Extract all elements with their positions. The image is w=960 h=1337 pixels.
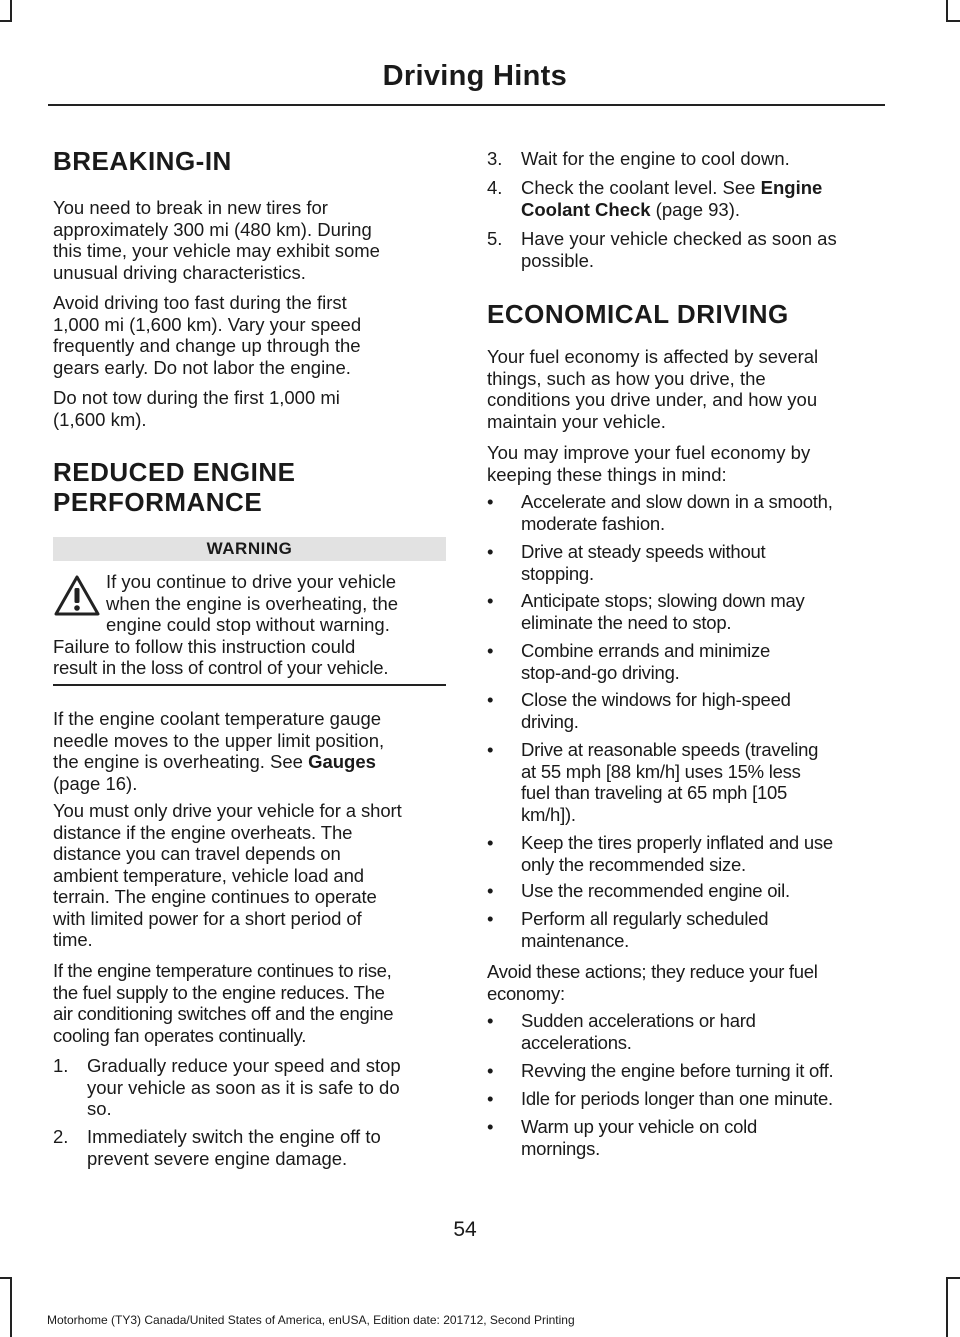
step-number: 3. <box>487 148 503 169</box>
text-line: conditions you drive under, and how you <box>487 389 818 410</box>
bullet-text <box>521 491 833 534</box>
bullet-text <box>521 880 790 902</box>
bullet-item <box>487 880 880 902</box>
bullet-text <box>521 739 818 825</box>
step-text <box>87 1126 381 1169</box>
text-line: when the engine is overheating, the <box>106 592 399 614</box>
heading-line: PERFORMANCE <box>53 487 263 517</box>
text-line: economy: <box>487 982 565 1004</box>
list-item <box>487 177 880 221</box>
text-line: Combine errands and minimize <box>521 640 771 661</box>
bullet-item <box>487 640 880 683</box>
list-item <box>487 148 880 170</box>
text-line: Sudden accelerations or hard <box>521 1010 756 1031</box>
text-line: (1,600 km). <box>53 408 147 430</box>
text-line: Accelerate and slow down in a smooth, <box>521 491 833 512</box>
bullet-text <box>521 908 768 951</box>
text-line: distance if the engine overheats. The <box>53 821 353 843</box>
crop-mark <box>10 1279 12 1337</box>
paragraph <box>53 292 446 378</box>
crop-mark <box>0 20 12 22</box>
text-line: engine could stop without warning. <box>106 614 390 635</box>
text-line: frequently and change up through the <box>53 335 361 356</box>
bullet-mark: • <box>487 1060 494 1081</box>
text-line: eliminate the need to stop. <box>521 611 732 633</box>
bullet-mark: • <box>487 739 494 760</box>
crop-mark <box>946 0 948 22</box>
bullet-item <box>487 491 880 534</box>
text-line: distance you can travel depends on <box>53 843 341 864</box>
section-heading-reduced-engine <box>53 457 295 487</box>
step-text <box>521 228 837 271</box>
list-item <box>53 1126 446 1170</box>
text-line: Anticipate stops; slowing down may <box>521 590 805 611</box>
list-item <box>487 228 880 272</box>
paragraph <box>487 442 880 485</box>
text-line: stop-and-go driving. <box>521 661 680 683</box>
paragraph <box>53 197 446 283</box>
text-line: Avoid driving too fast during the first <box>53 292 347 313</box>
text-line: keeping these things in mind: <box>487 463 727 485</box>
section-heading-performance <box>53 487 262 517</box>
text-line: at 55 mph [88 km/h] uses 15% less <box>521 760 801 782</box>
warning-rule <box>53 684 446 686</box>
bullet-text <box>521 541 765 584</box>
bullet-mark: • <box>487 1116 494 1137</box>
bullet-mark: • <box>487 640 494 661</box>
bullet-text <box>521 1088 833 1110</box>
text-line: You may improve your fuel economy by <box>487 442 811 463</box>
text-line: If the engine temperature continues to rise, <box>53 960 392 981</box>
bullet-text <box>521 590 805 633</box>
bullet-mark: • <box>487 832 494 853</box>
page-header-title: Driving Hints <box>382 60 567 92</box>
text-line: fuel than traveling at 65 mph [105 <box>521 782 788 803</box>
text-line: If the engine coolant temperature gauge <box>53 708 382 729</box>
paragraph <box>487 346 880 432</box>
text-line: cooling fan operates continually. <box>53 1024 307 1046</box>
text-line: Avoid these actions; they reduce your fuel <box>487 961 818 982</box>
bullet-item <box>487 1010 880 1053</box>
text-line: terrain. The engine continues to operate <box>53 886 377 907</box>
paragraph <box>53 387 446 430</box>
text-line: Idle for periods longer than one minute. <box>521 1088 833 1109</box>
bullet-item <box>487 689 880 732</box>
text-line: gears early. Do not labor the engine. <box>53 356 351 378</box>
step-number: 4. <box>487 177 503 198</box>
text-line: moderate fashion. <box>521 512 665 534</box>
bullet-mark: • <box>487 689 494 710</box>
crop-mark <box>946 20 960 22</box>
step-text: Wait for the engine to cool down. <box>521 148 790 169</box>
bullet-text <box>521 1060 833 1082</box>
bullet-mark: • <box>487 590 494 611</box>
paragraph <box>487 961 880 1004</box>
text-line: this time, your vehicle may exhibit some <box>53 240 380 261</box>
text-line: maintain your vehicle. <box>487 410 666 432</box>
bullet-mark: • <box>487 908 494 929</box>
heading-line: REDUCED ENGINE <box>53 457 296 487</box>
text-line: ambient temperature, vehicle load and <box>53 864 364 886</box>
text-line: Do not tow during the first 1,000 mi <box>53 387 340 408</box>
paragraph <box>53 960 446 1046</box>
text-line: You need to break in new tires for <box>53 197 328 218</box>
text-line: Have your vehicle checked as soon as <box>521 228 837 249</box>
step-number: 1. <box>53 1055 69 1076</box>
bullet-mark: • <box>487 880 494 901</box>
bullet-text <box>521 1010 756 1053</box>
text-line: possible. <box>521 249 595 271</box>
bullet-item <box>487 739 880 825</box>
cross-reference-engine[interactable]: Engine <box>760 177 823 198</box>
bullet-text <box>521 832 833 875</box>
text-line: If you continue to drive your vehicle <box>106 571 396 592</box>
section-heading-economical-driving: ECONOMICAL DRIVING <box>487 299 789 329</box>
paragraph <box>53 708 446 794</box>
text-line: mornings. <box>521 1137 600 1159</box>
text-line: Immediately switch the engine off to <box>87 1126 381 1147</box>
text-line: Warm up your vehicle on cold <box>521 1116 758 1137</box>
cross-reference-gauges[interactable]: Gauges <box>308 751 376 772</box>
bullet-item <box>487 590 880 633</box>
text-line: prevent severe engine damage. <box>87 1147 348 1169</box>
bullet-item <box>487 1116 880 1159</box>
step-text <box>521 177 822 220</box>
step-number: 2. <box>53 1126 69 1147</box>
bullet-mark: • <box>487 541 494 562</box>
text-line: the engine is overheating. See <box>53 751 309 772</box>
bullet-item <box>487 908 880 951</box>
text-line: unusual driving characteristics. <box>53 261 306 283</box>
page-number: 54 <box>453 1218 477 1241</box>
text-line: accelerations. <box>521 1031 632 1053</box>
bullet-text <box>521 640 770 683</box>
bullet-item <box>487 832 880 875</box>
cross-reference-coolant-check[interactable]: Coolant Check <box>521 198 651 220</box>
text-line: Drive at reasonable speeds (traveling <box>521 739 819 760</box>
list-item <box>53 1055 446 1121</box>
text-line: Close the windows for high-speed <box>521 689 791 710</box>
crop-mark <box>0 1277 12 1279</box>
text-line: You must only drive your vehicle for a short <box>53 800 402 821</box>
text-line: Your fuel economy is affected by several <box>487 346 819 367</box>
bullet-mark: • <box>487 491 494 512</box>
text-line: maintenance. <box>521 929 630 951</box>
text-line: Perform all regularly scheduled <box>521 908 769 929</box>
bullet-mark: • <box>487 1010 494 1031</box>
bullet-text <box>521 1116 757 1159</box>
text-line: Failure to follow this instruction could <box>53 635 356 657</box>
text-line: Revving the engine before turning it off. <box>521 1060 834 1081</box>
bullet-item <box>487 1088 880 1110</box>
warning-text <box>53 571 446 679</box>
bullet-text <box>521 689 791 732</box>
step-text <box>87 1055 401 1120</box>
text-line: things, such as how you drive, the <box>487 367 766 389</box>
bullet-item <box>487 541 880 584</box>
text-line: Check the coolant level. See <box>521 177 761 198</box>
text-line: stopping. <box>521 562 594 584</box>
crop-mark <box>10 0 12 22</box>
text-line: approximately 300 mi (480 km). During <box>53 218 372 240</box>
footer-edition: Motorhome (TY3) Canada/United States of America, enUSA, Edition date: 201712, Second Printing <box>47 1313 575 1327</box>
text-line: Gradually reduce your speed and stop <box>87 1055 401 1076</box>
crop-mark <box>946 1279 948 1337</box>
text-line: needle moves to the upper limit position, <box>53 729 385 751</box>
bullet-mark: • <box>487 1088 494 1109</box>
section-heading-breaking-in: BREAKING-IN <box>53 146 232 176</box>
step-number: 5. <box>487 228 503 249</box>
crop-mark <box>946 1277 960 1279</box>
text-line: (page 93). <box>650 198 741 220</box>
text-line: only the recommended size. <box>521 853 746 875</box>
text-line: 1,000 mi (1,600 km). Vary your speed <box>53 313 362 335</box>
header-rule <box>48 104 885 106</box>
text-line: (page 16). <box>53 772 138 794</box>
text-line: driving. <box>521 710 579 732</box>
bullet-item <box>487 1060 880 1082</box>
text-line: Drive at steady speeds without <box>521 541 766 562</box>
text-line: air conditioning switches off and the engine <box>53 1003 394 1024</box>
text-line: Use the recommended engine oil. <box>521 880 790 901</box>
warning-label: WARNING <box>53 537 446 561</box>
text-line: with limited power for a short period of <box>53 907 362 929</box>
text-line: so. <box>87 1098 112 1119</box>
text-line: Keep the tires properly inflated and use <box>521 832 833 853</box>
paragraph <box>53 800 446 951</box>
text-line: your vehicle as soon as it is safe to do <box>87 1076 400 1098</box>
text-line: time. <box>53 929 93 950</box>
text-line: the fuel supply to the engine reduces. The <box>53 981 385 1003</box>
text-line: result in the loss of control of your vehicle. <box>53 657 389 678</box>
text-line: km/h]). <box>521 803 576 825</box>
